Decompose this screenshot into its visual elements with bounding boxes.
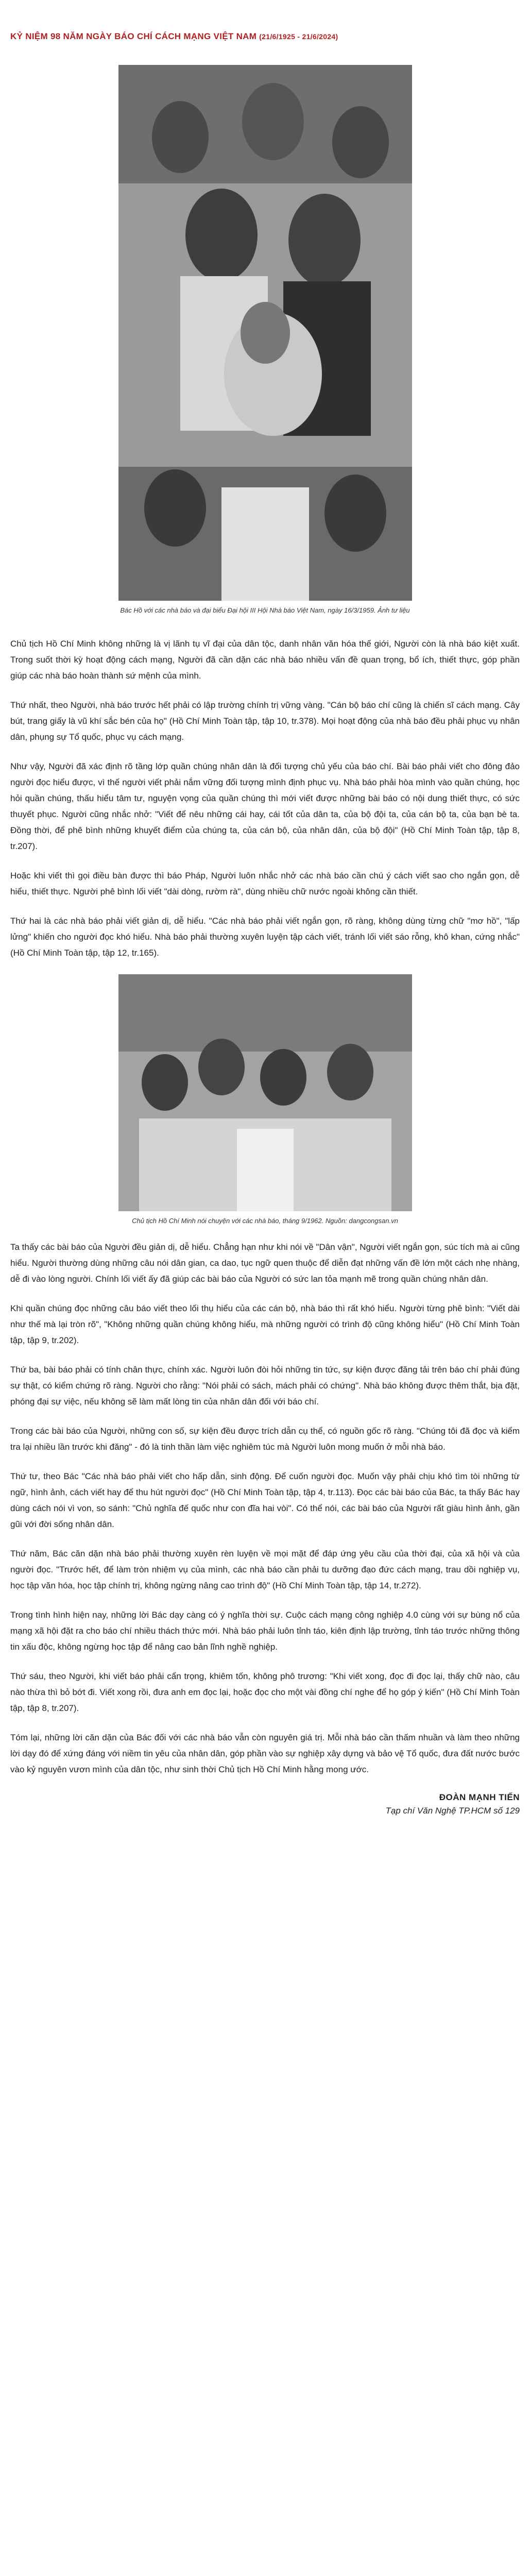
author-affiliation: Tạp chí Văn Nghệ TP.HCM số 129 — [385, 1806, 520, 1816]
article-body-part-2 — [10, 1239, 520, 1777]
article-paragraph: Hoặc khi viết thì gọi điều bàn được thì báo Pháp, Người luôn nhắc nhở các nhà báo cần chú ý cách viết sao cho ngắn gọn, dễ hiểu, thiết thực. Người phê bình lối viết "dài dòng, rườm rà", dùng nhiều chữ nước ngoài không cần thiết. — [10, 871, 520, 896]
headline-text: KỶ NIỆM 98 NĂM NGÀY BÁO CHÍ CÁCH MẠNG VIỆT NAM — [10, 31, 257, 41]
article-body-part-1 — [10, 636, 520, 961]
historical-photo-2 — [118, 974, 412, 1211]
headline-date: (21/6/1925 - 21/6/2024) — [259, 32, 338, 41]
article-paragraph: Như vậy, Người đã xác định rõ tầng lớp quần chúng nhân dân là đối tượng chủ yếu của báo chí. Bài báo phải viết cho đông đảo người đọc hiểu được, vì thế người viết phải nắm vững đối tượng mình định phục vụ. Nhà báo phải hòa mình vào quần chúng, học hỏi quần chúng, thấu hiểu tâm tư, nguyện vọng của quần chúng thì mới viết được những bài báo có nội dung thiết thực, có sức thuyết phục. Người cũng nhắc nhở: "Viết để nêu những cái hay, cái tốt của dân ta, của bộ đội ta, của cán bộ ta, của bạn bè ta. Đồng thời, để phê bình những khuyết điểm của chúng ta, của cán bộ, của nhân dân, của bộ đội" (Hồ Chí Minh Toàn tập, tập 8, tr.207). — [10, 761, 520, 851]
historical-photo-1 — [118, 65, 412, 601]
figure-1 — [10, 65, 520, 615]
article-paragraph: Chủ tịch Hồ Chí Minh không những là vị lãnh tụ vĩ đại của dân tộc, danh nhân văn hóa thế giới, Người còn là nhà báo kiệt xuất. Trong suốt thời kỳ hoạt động cách mạng, Người đã cần dặn các nhà báo nhiều vấn đề quan trọng, bổ ích, thiết thực, góp phần giúp các nhà báo hoàn thành sứ mệnh của mình. — [10, 639, 520, 681]
article-paragraph: Ta thấy các bài báo của Người đều giản dị, dễ hiểu. Chẳng hạn như khi nói về "Dân vận", Người viết ngắn gọn, súc tích mà ai cũng hiểu. Người thường dùng những câu nói dân gian, ca dao, tục ngữ quen thuộc để diễn đạt những vấn đề lớn một cách nhẹ nhàng, dễ đi vào lòng người. Chính lối viết ấy đã giúp các bài báo của Người có sức lan tỏa mạnh mẽ trong quần chúng nhân dân. — [10, 1242, 520, 1284]
figure-2-caption: Chủ tịch Hồ Chí Minh nói chuyện với các nhà báo, tháng 9/1962. Nguồn: dangcongsan.vn — [132, 1217, 398, 1225]
article-headline — [10, 31, 520, 42]
article-signature — [10, 1791, 520, 1818]
article-paragraph: Thứ nhất, theo Người, nhà báo trước hết phải có lập trường chính trị vững vàng. "Cán bộ báo chí cũng là chiến sĩ cách mạng. Cây bút, trang giấy là vũ khí sắc bén của họ" (Hồ Chí Minh Toàn tập, tập 10, tr.378). Mọi hoạt động của nhà báo đều phải phục vụ nhân dân, phụng sự Tổ quốc, phục vụ cách mạng. — [10, 700, 520, 742]
figure-1-caption: Bác Hồ với các nhà báo và đại biểu Đại hội III Hội Nhà báo Việt Nam, ngày 16/3/1959. Ảnh tư liệu — [120, 606, 410, 614]
article-paragraph: Trong các bài báo của Người, những con số, sự kiện đều được trích dẫn cụ thể, có nguồn gốc rõ ràng. "Chúng tôi đã đọc và kiểm tra lại nhiều lần trước khi đăng" - đó là tinh thần làm việc nghiêm túc mà Người luôn mong muốn ở mỗi nhà báo. — [10, 1426, 520, 1452]
article-paragraph: Khi quần chúng đọc những câu báo viết theo lối thụ hiểu của các cán bộ, nhà báo thì rất khó hiểu. Người từng phê bình: "Viết dài như thế mà lại tròn rõ", "Không những quần chúng không hiểu, mà những người có trình độ cũng không hiểu" (Hồ Chí Minh Toàn tập, tập 9, tr.202). — [10, 1303, 520, 1345]
article-paragraph: Trong tình hình hiện nay, những lời Bác dạy càng có ý nghĩa thời sự. Cuộc cách mạng công nghiệp 4.0 cùng với sự bùng nổ của mạng xã hội đặt ra cho báo chí nhiều thách thức mới. Nhà báo phải luôn tỉnh táo, kiên định lập trường, tỉnh táo trước những thông tin xấu độc, không ngừng học tập để nâng cao bản lĩnh nghề nghiệp. — [10, 1610, 520, 1652]
article-paragraph: Thứ sáu, theo Người, khi viết báo phải cẩn trọng, khiêm tốn, không phô trương: "Khi viết xong, đọc đi đọc lại, thấy chữ nào, câu nào thừa thì bỏ bớt đi. Viết xong rồi, đưa anh em đọc lại, hoặc đọc cho một vài đồng chí nghe để họ góp ý kiến" (Hồ Chí Minh Toàn tập, tập 8, tr.207). — [10, 1671, 520, 1713]
article-paragraph: Tóm lại, những lời căn dặn của Bác đối với các nhà báo vẫn còn nguyên giá trị. Mỗi nhà báo cần thấm nhuần và làm theo những lời dạy đó để xứng đáng với niềm tin yêu của nhân dân, góp phần vào sự nghiệp xây dựng và bảo vệ Tổ quốc, đưa đất nước bước vào kỷ nguyên vươn mình của dân tộc, như sinh thời Chủ tịch Hồ Chí Minh hằng mong ước. — [10, 1733, 520, 1774]
article-paragraph: Thứ ba, bài báo phải có tính chân thực, chính xác. Người luôn đòi hỏi những tin tức, sự kiện được đăng tải trên báo chí phải đúng sự thật, có kiểm chứng rõ ràng. Người cho rằng: "Nói phải có sách, mách phải có chứng". Nhà báo không được thêm thắt, bịa đặt, phóng đại sự việc, nếu không sẽ làm mất lòng tin của nhân dân đối với báo chí. — [10, 1365, 520, 1406]
figure-2 — [10, 974, 520, 1226]
author-name: ĐOÀN MẠNH TIẾN — [439, 1792, 520, 1802]
article-paragraph: Thứ năm, Bác căn dặn nhà báo phải thường xuyên rèn luyện về mọi mặt để đáp ứng yêu cầu của thời đại, của xã hội và của người đọc. "Trước hết, để làm tròn nhiệm vụ của mình, các nhà báo cần phải tu dưỡng đạo đức cách mạng, trau dồi nghiệp vụ, học tập văn hóa, học tập chính trị, không ngừng nâng cao trình độ" (Hồ Chí Minh Toàn tập, tập 14, tr.272). — [10, 1549, 520, 1590]
article-paragraph: Thứ tư, theo Bác "Các nhà báo phải viết cho hấp dẫn, sinh động. Để cuốn người đọc. Muốn vậy phải chịu khó tìm tòi những từ ngữ, hình ảnh, cách viết hay để thu hút người đọc" (Hồ Chí Minh Toàn tập, tập 4, tr.113). Đọc các bài báo của Bác, ta thấy Bác hay dùng cách nói vì von, so sánh: "Chủ nghĩa đế quốc như con đĩa hai vòi". Có thể nói, các bài báo của Người rất giàu hình ảnh, gần gũi với đời sống nhân dân. — [10, 1471, 520, 1529]
article-paragraph: Thứ hai là các nhà báo phải viết giản dị, dễ hiểu. "Các nhà báo phải viết ngắn gọn, rõ ràng, không dùng từng chữ "mơ hồ", "lấp lửng" khiến cho người đọc khó hiểu. Nhà báo phải thường xuyên luyện tập cách viết, tránh lối viết sáo rỗng, khô khan, cứng nhắc" (Hồ Chí Minh Toàn tập, tập 12, tr.165). — [10, 916, 520, 958]
